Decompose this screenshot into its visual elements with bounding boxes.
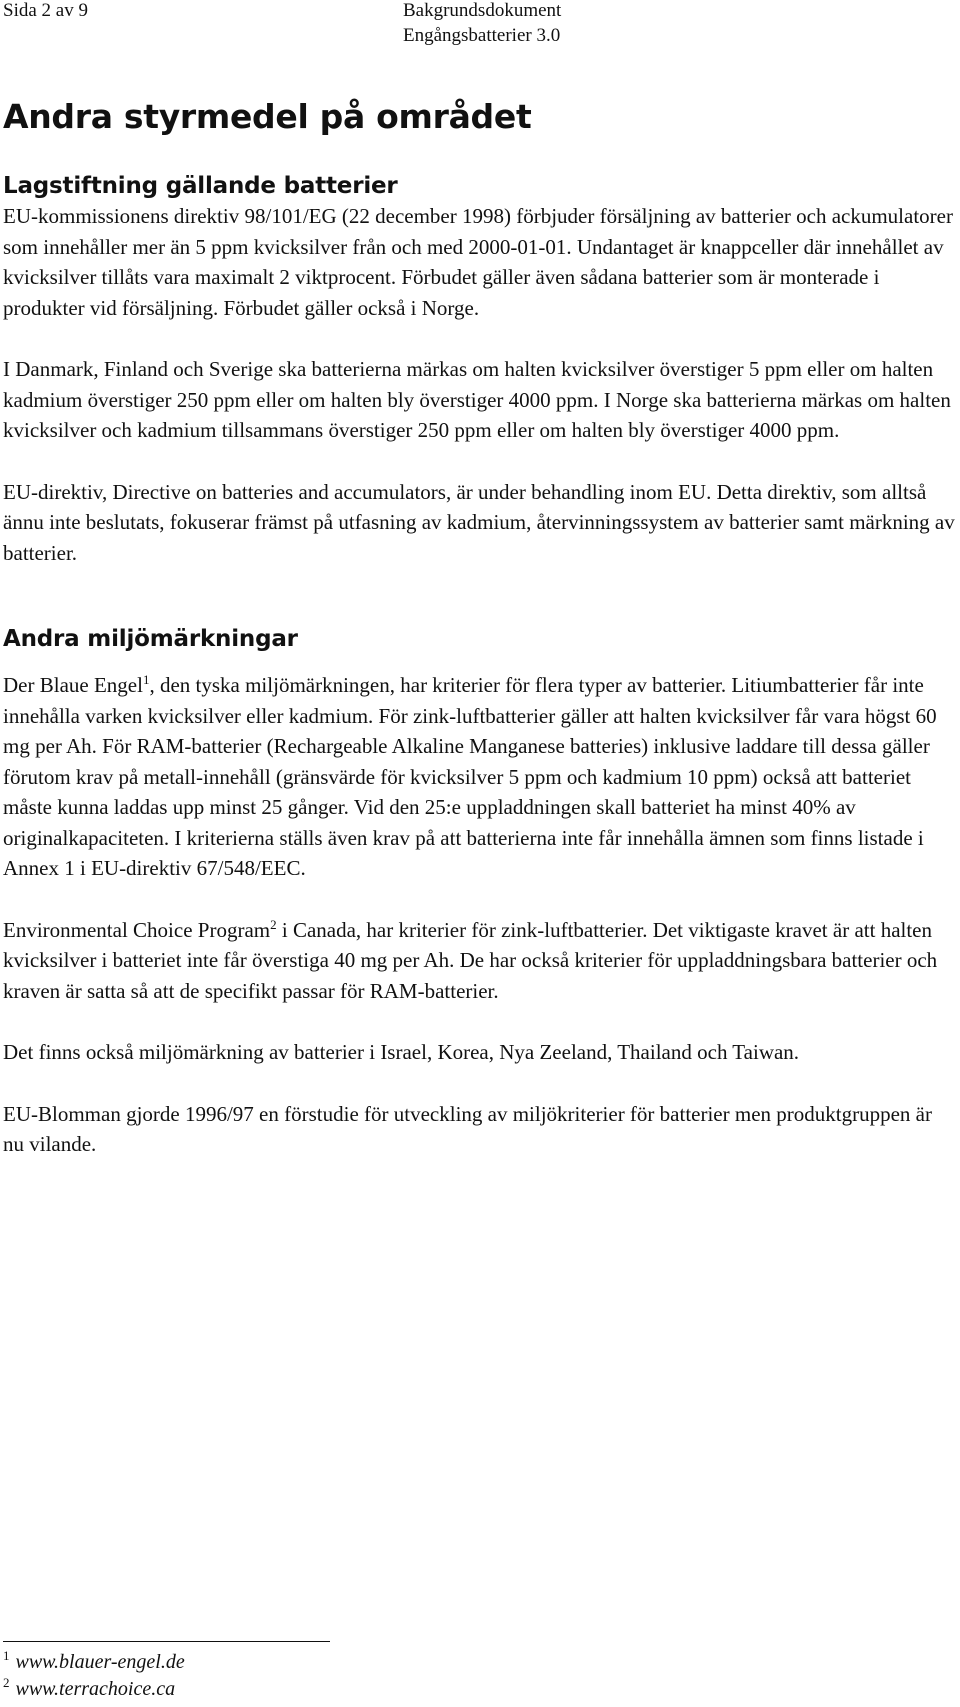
- footnote-separator: [3, 1641, 330, 1642]
- ecp-text: Environmental Choice Program: [3, 917, 271, 942]
- paragraph-eu-batteries-directive: EU-direktiv, Directive on batteries and accumulators, är under behandling inom EU. Detta direktiv, som alltså ännu inte beslutats, fokuserar främst på utfasning av kadmium, återvinningssystem av batterier samt märkning av batterier.: [3, 479, 955, 565]
- document-body: [3, 96, 960, 1160]
- blaue-engel-text: Der Blaue Engel: [3, 673, 143, 697]
- footnote-link[interactable]: www.terrachoice.ca: [15, 1678, 176, 1700]
- paragraph-blaue-engel: [3, 670, 958, 884]
- blaue-engel-text-cont: , den tyska miljömärkningen, har kriterier för flera typer av batterier. Litiumbatterier får inte innehålla varken kvicksilver eller kadmium. För zink-luftbatterier gäller att halten kvicksilver får vara högst 60 mg per Ah. För RAM-batterier (Rechargeable Alkaline Manganese batteries) inklusive laddare till dessa gäller förutom krav på metall-innehåll (gränsvärde för kvicksilver 5 ppm och kadmium 10 ppm) också att batteriet måste kunna laddas upp minst 25 gånger. Vid den 25:e uppladdningen skall batteriet ha minst 40% av originalkapaciteten. I kriterierna ställs även krav på att batterierna inte får innehålla ämnen som finns listade i Annex 1 i EU-direktiv 67/548/EEC.: [3, 673, 937, 880]
- page-title: Andra styrmedel på området: [3, 97, 532, 136]
- paragraph-other-countries: Det finns också miljömärkning av batterier i Israel, Korea, Nya Zeeland, Thailand och Taiwan.: [3, 1040, 800, 1064]
- document-type: Bakgrundsdokument: [403, 0, 562, 21]
- footnote-number: 2: [3, 1675, 10, 1691]
- paragraph-nordic-marking: I Danmark, Finland och Sverige ska batterierna märkas om halten kvicksilver överstiger 5 ppm eller om halten kadmium överstiger 250 ppm eller om halten bly överstiger 4000 ppm. I Norge ska batterierna märkas om halten kvicksilver och kadmium tillsammans överstiger 250 ppm eller om halten bly överstiger 4000 ppm.: [3, 357, 951, 442]
- document-header: [403, 0, 561, 48]
- section-heading-legislation: Lagstiftning gällande batterier: [3, 173, 398, 199]
- paragraph-environmental-choice: [3, 915, 958, 1007]
- footnote-ref-2: 2: [270, 916, 277, 932]
- document-name: Engångsbatterier 3.0: [403, 25, 561, 46]
- section-heading-ecolabels: Andra miljömärkningar: [3, 626, 298, 652]
- footnote-number: 1: [3, 1648, 10, 1664]
- footnote-2: [3, 1676, 185, 1703]
- ecp-text-cont: i Canada, har kriterier för zink-luftbatterier. Det viktigaste kravet är att halten kvicksilver i batteriet inte får överstiga 40 mg per Ah. De har också kriterier för uppladdningsbara batterier och kraven är satta så att de specifikt passar för RAM-batterier.: [3, 917, 938, 1003]
- footnote-link[interactable]: www.blauer-engel.de: [15, 1651, 185, 1673]
- footnote-1: [3, 1649, 185, 1676]
- paragraph-eu-directive: EU-kommissionens direktiv 98/101/EG (22 december 1998) förbjuder försäljning av batterier och ackumulatorer som innehåller mer än 5 ppm kvicksilver från och med 2000-01-01. Undantaget är knappceller där innehållet av kvicksilver tillåts vara maximalt 2 viktprocent. Förbudet gäller även sådana batterier som är monterade i produkter vid försäljning. Förbudet gäller också i Norge.: [3, 204, 953, 320]
- footnotes: [3, 1649, 185, 1703]
- footnote-ref-1: 1: [142, 672, 150, 687]
- paragraph-eu-blomman: EU-Blomman gjorde 1996/97 en förstudie för utveckling av miljökriterier för batterier men produktgruppen är nu vilande.: [3, 1101, 932, 1156]
- page-number: Sida 2 av 9: [3, 0, 88, 21]
